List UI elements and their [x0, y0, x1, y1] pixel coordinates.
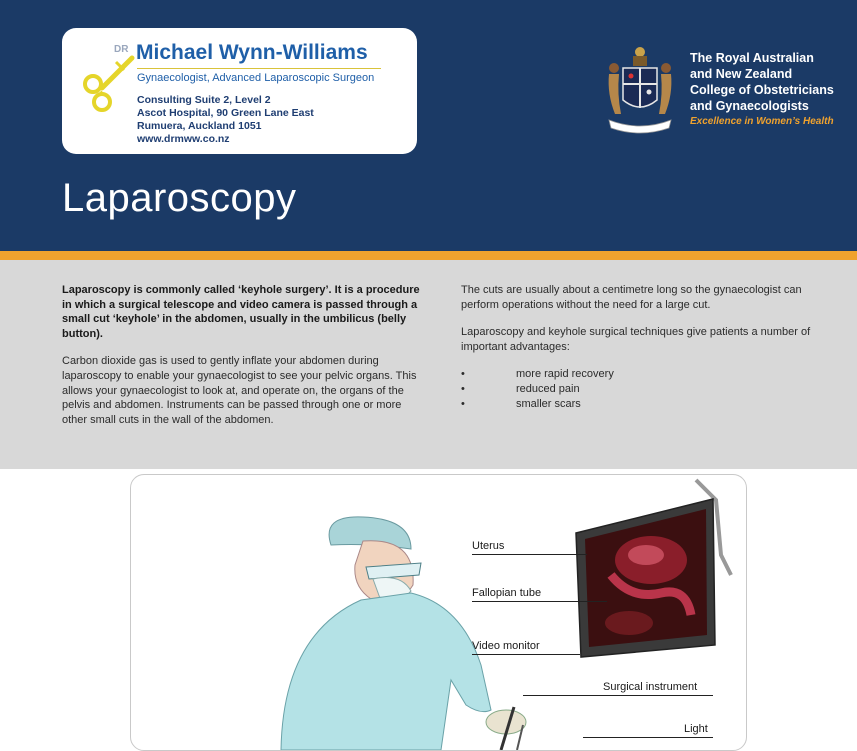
fallopian-label: Fallopian tube: [472, 587, 542, 599]
website-link[interactable]: www.drmww.co.nz: [137, 133, 230, 145]
laparoscopic-scissors-icon: [80, 54, 138, 114]
bullet-icon: •: [461, 368, 465, 381]
address-line: Rumuera, Auckland 1051: [137, 120, 262, 132]
advantage-text: smaller scars: [516, 397, 581, 410]
uterus-label: Uterus: [472, 540, 505, 552]
list-item: [461, 367, 831, 382]
college-name-line: The Royal Australian: [690, 51, 814, 65]
name-rule: [137, 68, 381, 69]
list-item: [461, 397, 831, 412]
light-label: Light: [684, 723, 708, 735]
advantages-list: [461, 367, 831, 411]
bullet-icon: •: [461, 382, 465, 395]
monitor-leader: [472, 654, 580, 655]
monitor-label: Video monitor: [472, 640, 540, 652]
doctor-card: [62, 28, 417, 154]
cuts-paragraph: The cuts are usually about a centimetre long so the gynaecologist can perform operations without the need for a large cut.: [461, 284, 802, 311]
intro-left-column: [62, 283, 424, 440]
instrument-label: Surgical instrument: [603, 681, 698, 693]
light-leader: [583, 737, 713, 738]
advantage-text: more rapid recovery: [516, 368, 614, 381]
fallopian-leader: [472, 601, 607, 602]
intro-right-column: [461, 283, 831, 411]
college-crest-icon: [603, 44, 678, 136]
address-line: Consulting Suite 2, Level 2: [137, 94, 271, 106]
address-line: Ascot Hospital, 90 Green Lane East: [137, 107, 314, 119]
lead-paragraph: Laparoscopy is commonly called ‘keyhole surgery’. It is a procedure in which a surgical telescope and video camera is passed through a small cut ‘keyhole’ in the abdomen, usually in the umbilicus (belly button).: [62, 284, 420, 340]
college-name-line: and New Zealand: [690, 67, 793, 81]
doctor-title: Gynaecologist, Advanced Laparoscopic Surgeon: [137, 72, 375, 84]
video-monitor-icon: [576, 499, 715, 657]
college-name-line: College of Obstetricians: [690, 83, 834, 97]
doctor-prefix: DR: [114, 44, 129, 55]
list-item: [461, 382, 831, 397]
gas-paragraph: Carbon dioxide gas is used to gently inflate your abdomen during laparoscopy to enable your gynaecologist to see your pelvic organs. This allows your gynaecologist to look at, and operate on, the organs of the pelvis and abdomen. Instruments can be passed through one or more other small cuts in the wall of the abdomen.: [62, 355, 417, 426]
doctor-name: Michael Wynn-Williams: [136, 41, 368, 64]
surgery-illustration: [130, 474, 747, 751]
orange-divider: [0, 251, 857, 260]
advantages-intro: Laparoscopy and keyhole surgical techniques give patients a number of important advantages:: [461, 326, 811, 353]
college-name: [690, 50, 855, 127]
college-tagline: Excellence in Women’s Health: [690, 116, 834, 127]
instrument-leader: [523, 695, 713, 696]
uterus-leader: [472, 554, 587, 555]
college-name-line: and Gynaecologists: [690, 99, 809, 113]
surgeon-illustration: [131, 475, 746, 750]
advantage-text: reduced pain: [516, 382, 580, 395]
page-title: Laparoscopy: [62, 176, 297, 220]
bullet-icon: •: [461, 397, 465, 410]
